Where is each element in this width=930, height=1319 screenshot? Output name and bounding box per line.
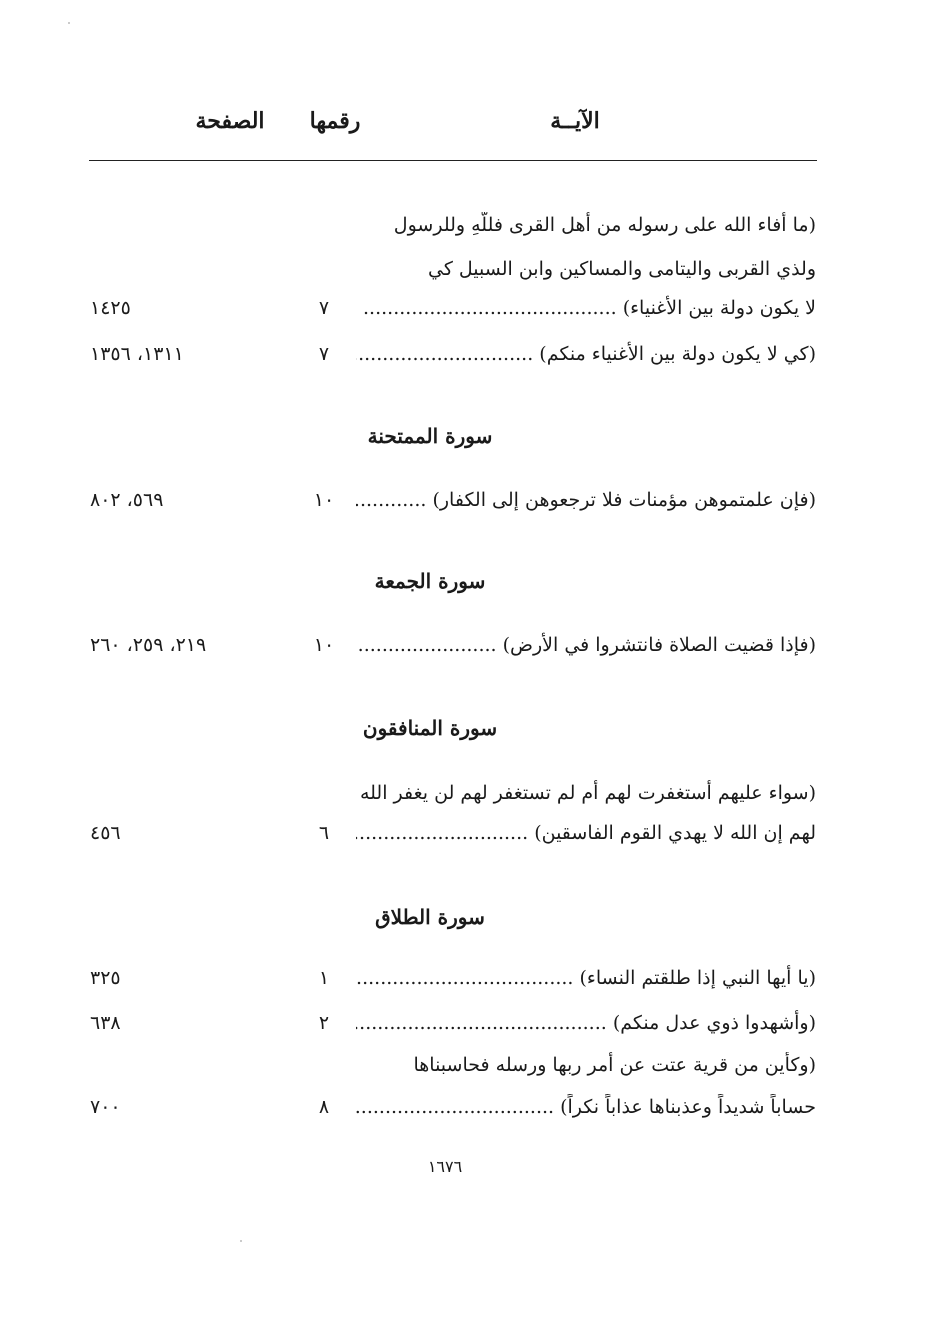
scan-speck — [68, 22, 70, 24]
verse-line: (وكأين من قرية عتت عن أمر ربها ورسله فحاسبناها — [413, 1054, 816, 1076]
verse-line: ولذي القربى واليتامى والمساكين وابن السبيل كي — [427, 258, 816, 280]
verse-number: ١ — [318, 967, 330, 989]
page-reference — [90, 632, 260, 658]
verse-line: (فإذا قضيت الصلاة فانتشروا في الأرض) ..... — [356, 632, 816, 658]
verse-number: ١٠ — [313, 634, 335, 656]
surah-title: سورة المنافقون — [362, 716, 498, 740]
page-reference-text: ٤٥٦ — [90, 822, 121, 844]
verse-line: (سواء عليهم أستغفرت لهم أم لم تستغفر لهم لن يغفر الله — [359, 782, 816, 804]
column-header-number: رقمها — [309, 108, 361, 134]
verse-number: ٧ — [318, 343, 330, 365]
page-reference — [90, 487, 260, 513]
verse-line: (ما أفاء الله على رسوله من أهل القرى فللَّهِ وللرسول — [393, 214, 816, 236]
column-header-verse: الآيــة — [550, 108, 600, 134]
surah-title: سورة الطلاق — [375, 905, 485, 929]
verse-number: ١٠ — [313, 489, 335, 511]
page-reference-text: ٢١٩، ٢٥٩، ٢٦٠ — [90, 634, 207, 656]
page-reference — [90, 820, 260, 846]
page-reference — [90, 295, 260, 321]
page-reference-text: ٥٦٩، ٨٠٢ — [90, 489, 164, 511]
page-reference — [90, 341, 260, 367]
verse-line: لا يكون دولة بين الأغنياء) ..... — [356, 295, 816, 321]
verse-line: حساباً شديداً وعذبناها عذاباً نكراً) ..... — [356, 1094, 816, 1120]
page-reference-text: ١٣١١، ١٣٥٦ — [90, 343, 184, 365]
verse-line: (وأشهدوا ذوي عدل منكم) ..... — [356, 1010, 816, 1036]
verse-line: (فإن علمتموهن مؤمنات فلا ترجعوهن إلى الكفار) ..... — [356, 487, 816, 513]
surah-title: سورة الممتحنة — [367, 424, 493, 448]
page-number: ١٦٧٦ — [427, 1157, 463, 1176]
verse-number: ٨ — [318, 1096, 330, 1118]
page-reference — [90, 1094, 260, 1120]
verse-line: لهم إن الله لا يهدي القوم الفاسقين) ..... — [356, 820, 816, 846]
page-reference — [90, 1010, 260, 1036]
scan-speck — [240, 1240, 242, 1242]
page-reference — [90, 965, 260, 991]
surah-title: سورة الجمعة — [374, 569, 486, 593]
page-reference-text: ٦٣٨ — [90, 1012, 121, 1034]
verse-number: ٦ — [318, 822, 330, 844]
page-reference-text: ٧٠٠ — [90, 1096, 121, 1118]
verse-line: (يا أيها النبي إذا طلقتم النساء) ..... — [356, 965, 816, 991]
column-header-page: الصفحة — [195, 108, 265, 134]
page-reference-text: ١٤٢٥ — [90, 297, 131, 319]
verse-line: (كي لا يكون دولة بين الأغنياء منكم) ..... — [356, 341, 816, 367]
verse-number: ٧ — [318, 297, 330, 319]
page-reference-text: ٣٢٥ — [90, 967, 121, 989]
header-rule — [89, 160, 817, 161]
verse-number: ٢ — [318, 1012, 330, 1034]
